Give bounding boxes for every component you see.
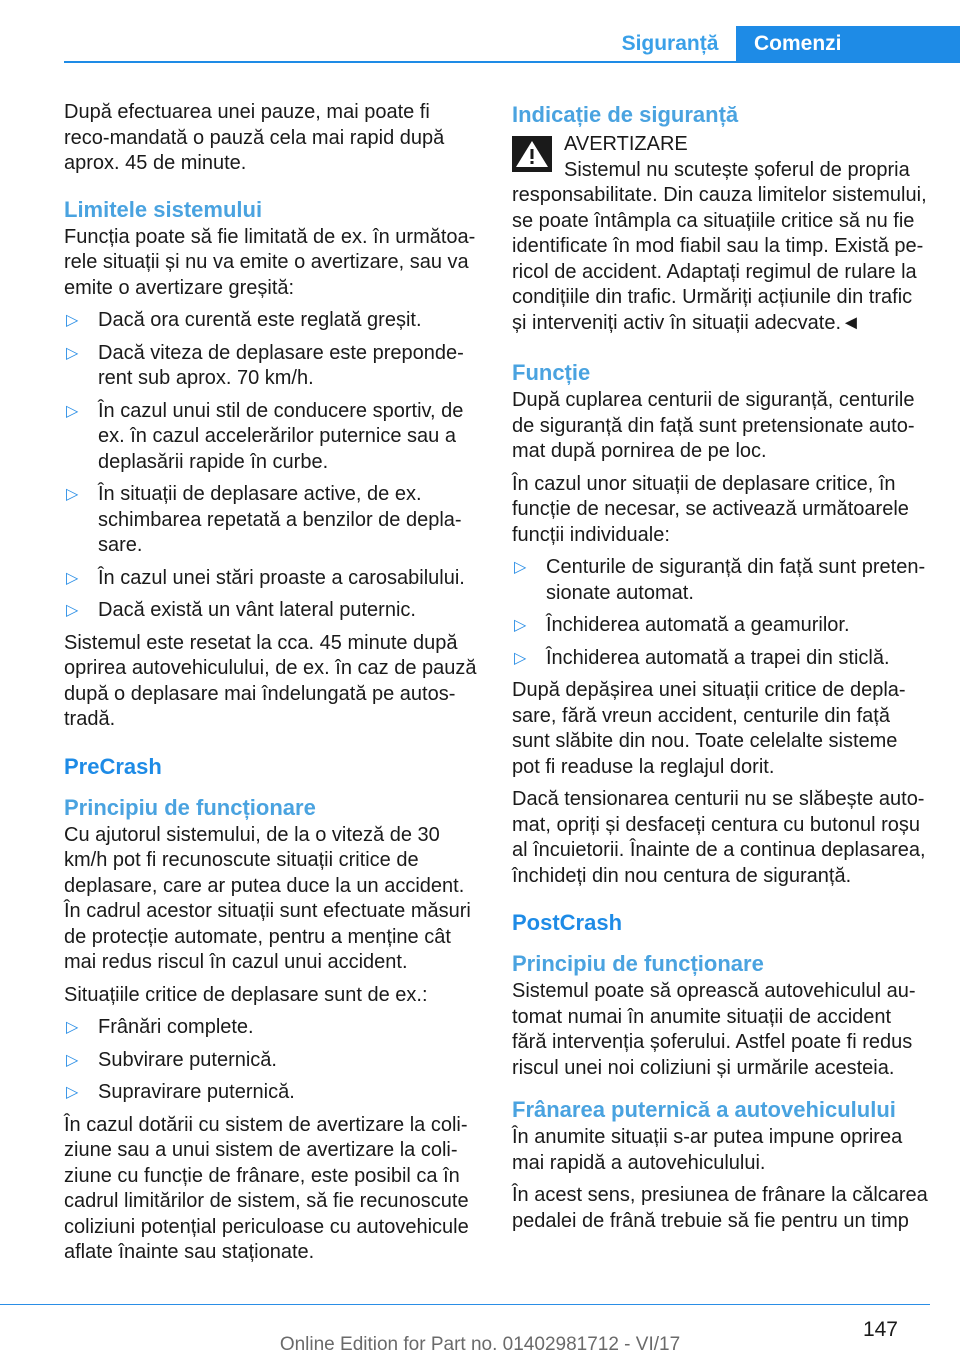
warning-box [512, 132, 930, 336]
collision-paragraph: În cazul dotării cu sistem de avertizare la coli‐ziune sau a unui sistem de avertizare la coli‐ziune cu funcție de frânare, este posibil ca în cadrul limitărilor de sistem, să fie recunoscute coliziuni potențial periculoase cu autovehicule aflate înainte sau staționate. [64, 1113, 469, 1263]
limits-paragraph: Funcția poate să fie limitată de ex. în următoa‐rele situații și nu va emite o avertizare, sau va emite o avertizare greșită: [64, 225, 476, 299]
list-item: ▷ În cazul unui stil de conducere sportiv, de ex. în cazul accelerărilor puternice sau a deplasării rapide în curbe. [66, 399, 464, 473]
after-paragraph: După depășirea unei situații critice de depla‐sare, fără vreun accident, centurile din față sunt slăbite din nou. Toate celelalte sisteme pot fi readuse la reglajul dorit. [512, 679, 906, 778]
list-item: ▷ Închiderea automată a geamurilor. [512, 613, 930, 639]
limits-heading: Limitele sistemului [64, 196, 263, 222]
function-paragraph-1: După cuplarea centurii de siguranță, centurile de siguranță din față sunt pretensionate auto‐mat după pornirea de pe loc. [512, 389, 915, 462]
triangle-right-icon: ▷ [66, 1019, 79, 1036]
triangle-right-icon: ▷ [66, 1084, 79, 1101]
warning-triangle-icon [512, 136, 552, 172]
triangle-right-icon: ▷ [514, 559, 527, 576]
principle-heading: Principiu de funcționare [64, 794, 316, 820]
principle-paragraph: Cu ajutorul sistemului, de la o viteză de 30 km/h pot fi recunoscute situații critice de deplasare, care ar putea duce la un accident. În cadrul acestor situații sunt efectuate măsuri de protecție automate, pentru a menține cât mai redus riscul în cazul unui accident. [64, 823, 471, 973]
tension-paragraph: Dacă tensionarea centurii nu se slăbește auto‐mat, opriți și desfaceți centura cu butonul roșu al încuietorii. Înainte de a continua deplasarea, închideți din nou centura de siguranță. [512, 788, 926, 887]
post-principle-paragraph: Sistemul poate să oprească autovehiculul au‐tomat numai în anumite situații de accident fără intervenția șoferului. Astfel poate fi redus riscul unei noi coliziuni și urmările acesteia. [512, 980, 916, 1079]
list-item: ▷ Frânări complete. [64, 1015, 478, 1041]
critical-list [64, 1015, 478, 1106]
left-column [64, 100, 478, 1273]
braking-heading: Frânarea puternică a autovehiculului [512, 1097, 896, 1122]
function-heading: Funcție [512, 360, 591, 385]
triangle-right-icon: ▷ [514, 617, 527, 634]
triangle-right-icon: ▷ [66, 486, 79, 503]
function-paragraph-2: În cazul unor situații de deplasare critice, în funcție de necesar, se activează următoarele funcții individuale: [512, 472, 909, 546]
postcrash-heading: PostCrash [512, 910, 623, 935]
section-tab[interactable]: Siguranță [621, 32, 719, 55]
list-item: ▷ Dacă ora curentă este reglată greșit. [64, 308, 478, 334]
header-rule [64, 61, 960, 63]
triangle-right-icon: ▷ [66, 569, 79, 587]
triangle-right-icon: ▷ [514, 649, 527, 667]
page-number: 147 [862, 1318, 898, 1341]
list-item: ▷ Dacă viteza de deplasare este preponde‐rent sub aprox. 70 km/h. [66, 341, 464, 389]
triangle-right-icon: ▷ [66, 312, 79, 329]
precrash-heading: PreCrash [64, 753, 162, 779]
triangle-right-icon: ▷ [66, 344, 79, 362]
reset-paragraph: Sistemul este resetat la cca. 45 minute după oprirea autovehiculului, de ex. în caz de pauză după o deplasare mai îndelungată pe autos‐tradă. [64, 631, 477, 730]
page-header [0, 0, 960, 62]
triangle-right-icon: ▷ [66, 602, 79, 619]
braking-paragraph-2: În acest sens, presiunea de frânare la călcarea pedalei de frână trebuie să fie pentru un timp [512, 1184, 928, 1232]
intro-paragraph: După efectuarea unei pauze, mai poate fi reco‐mandată o pauză cela mai rapid după aprox. 45 de minute. [64, 101, 445, 174]
warning-text: Sistemul nu scutește șoferul de propria responsabilitate. Din cauza limitelor sistemului, se poate întâmpla ca situațiile critice să nu fie identificate în mod fiabil sau la timp. Există pe‐ricol de accident. Adaptați regimul de rulare la condițiile din trafic. Urmăriți acțiunile din trafic și interveniți activ în situații adecvate.◄ [512, 158, 927, 334]
triangle-right-icon: ▷ [66, 402, 79, 420]
list-item: ▷ Dacă există un vânt lateral puternic. [64, 598, 478, 624]
post-principle-heading: Principiu de funcționare [512, 951, 764, 976]
braking-paragraph-1: În anumite situații s-ar putea impune oprirea mai rapidă a autovehiculului. [512, 1126, 903, 1174]
list-item: ▷ În cazul unei stări proaste a carosabilului. [64, 566, 478, 592]
limits-list [64, 308, 478, 624]
function-list [512, 555, 930, 671]
list-item: ▷ În situații de deplasare active, de ex. schimbarea repetată a benzilor de depla‐sare. [66, 483, 462, 556]
list-item: ▷ Închiderea automată a trapei din sticlă. [512, 646, 930, 672]
chapter-tab[interactable]: Comenzi [736, 26, 960, 62]
critical-paragraph: Situațiile critice de deplasare sunt de ex.: [64, 983, 428, 1006]
safety-heading: Indicație de siguranță [512, 102, 739, 127]
list-item: ▷ Subvirare puternică. [64, 1048, 478, 1074]
warning-label: AVERTIZARE [564, 133, 688, 155]
list-item: ▷ Centurile de siguranță din față sunt preten‐sionate automat. [514, 556, 926, 604]
right-column [512, 100, 930, 1241]
list-item: ▷ Supravirare puternică. [64, 1080, 478, 1106]
triangle-right-icon: ▷ [66, 1051, 79, 1069]
footer-rule [0, 1304, 930, 1305]
edition-footer: Online Edition for Part no. 01402981712 - VI/17 [279, 1334, 681, 1355]
